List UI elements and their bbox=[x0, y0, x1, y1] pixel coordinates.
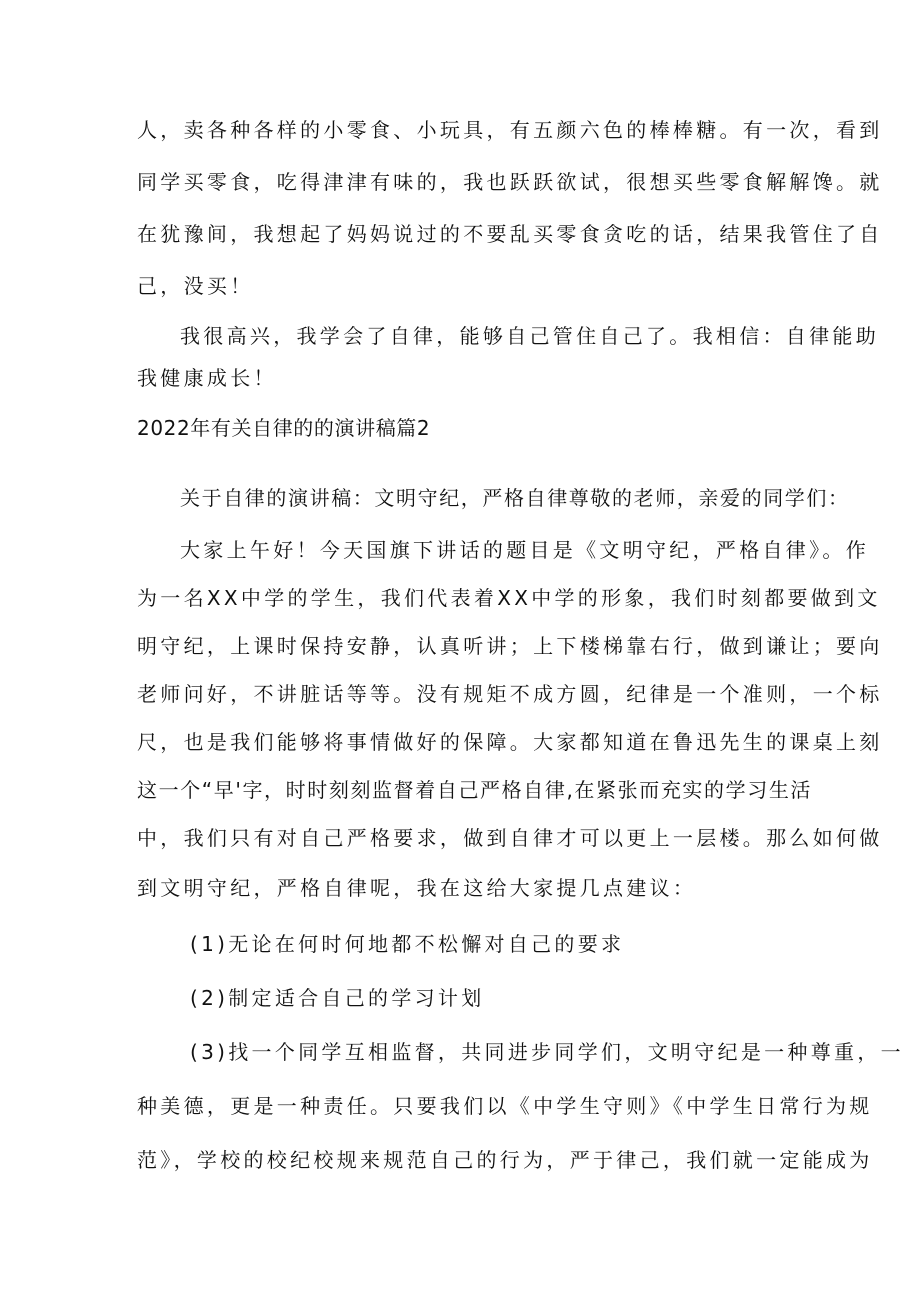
paragraph-line: 在犹豫间，我想起了妈妈说过的不要乱买零食贪吃的话，结果我管住了自 bbox=[137, 222, 883, 246]
paragraph-line: 明守纪，上课时保持安静，认真听讲；上下楼梯靠右行，做到谦让；要向 bbox=[137, 634, 883, 658]
paragraph-line: 种美德，更是一种责任。只要我们以《中学生守则》《中学生日常行为规 bbox=[137, 1094, 873, 1118]
paragraph-line: 这一个“早'字，时时刻刻监督着自己严格自律,在紧张而充实的学习生活 bbox=[137, 778, 813, 802]
paragraph-line: 我很高兴，我学会了自律，能够自己管住自己了。我相信：自律能助 bbox=[180, 324, 879, 348]
paragraph-line: 同学买零食，吃得津津有味的，我也跃跃欲试，很想买些零食解解馋。就 bbox=[137, 170, 883, 194]
paragraph-line: 关于自律的演讲稿：文明守纪，严格自律尊敬的老师，亲爱的同学们： bbox=[180, 486, 850, 510]
paragraph-line: 己，没买！ bbox=[137, 274, 254, 298]
paragraph-line: 尺，也是我们能够将事情做好的保障。大家都知道在鲁迅先生的课桌上刻 bbox=[137, 730, 883, 754]
paragraph-line: 到文明守纪，严格自律呢，我在这给大家提几点建议： bbox=[137, 876, 697, 900]
paragraph-line: 为一名XX中学的学生，我们代表着XX中学的形象，我们时刻都要做到文 bbox=[137, 586, 881, 610]
paragraph-line: 我健康成长！ bbox=[137, 366, 277, 390]
list-item: (3)找一个同学互相监督，共同进步同学们，文明守纪是一种尊重，一 bbox=[190, 1040, 904, 1064]
paragraph-line: 范》，学校的校纪校规来规范自己的行为，严于律己，我们就一定能成为 bbox=[137, 1148, 873, 1172]
list-item: (2)制定适合自己的学习计划 bbox=[190, 986, 485, 1010]
paragraph-line: 中，我们只有对自己严格要求，做到自律才可以更上一层楼。那么如何做 bbox=[137, 826, 883, 850]
paragraph-line: 大家上午好！今天国旗下讲话的题目是《文明守纪，严格自律》。作 bbox=[180, 538, 869, 562]
section-heading: 2022年有关自律的的演讲稿篇2 bbox=[137, 416, 431, 440]
paragraph-line: 人，卖各种各样的小零食、小玩具，有五颜六色的棒棒糖。有一次，看到 bbox=[137, 118, 883, 142]
list-item: (1)无论在何时何地都不松懈对自己的要求 bbox=[190, 932, 625, 956]
paragraph-line: 老师问好，不讲脏话等等。没有规矩不成方圆，纪律是一个准则，一个标 bbox=[137, 682, 883, 706]
